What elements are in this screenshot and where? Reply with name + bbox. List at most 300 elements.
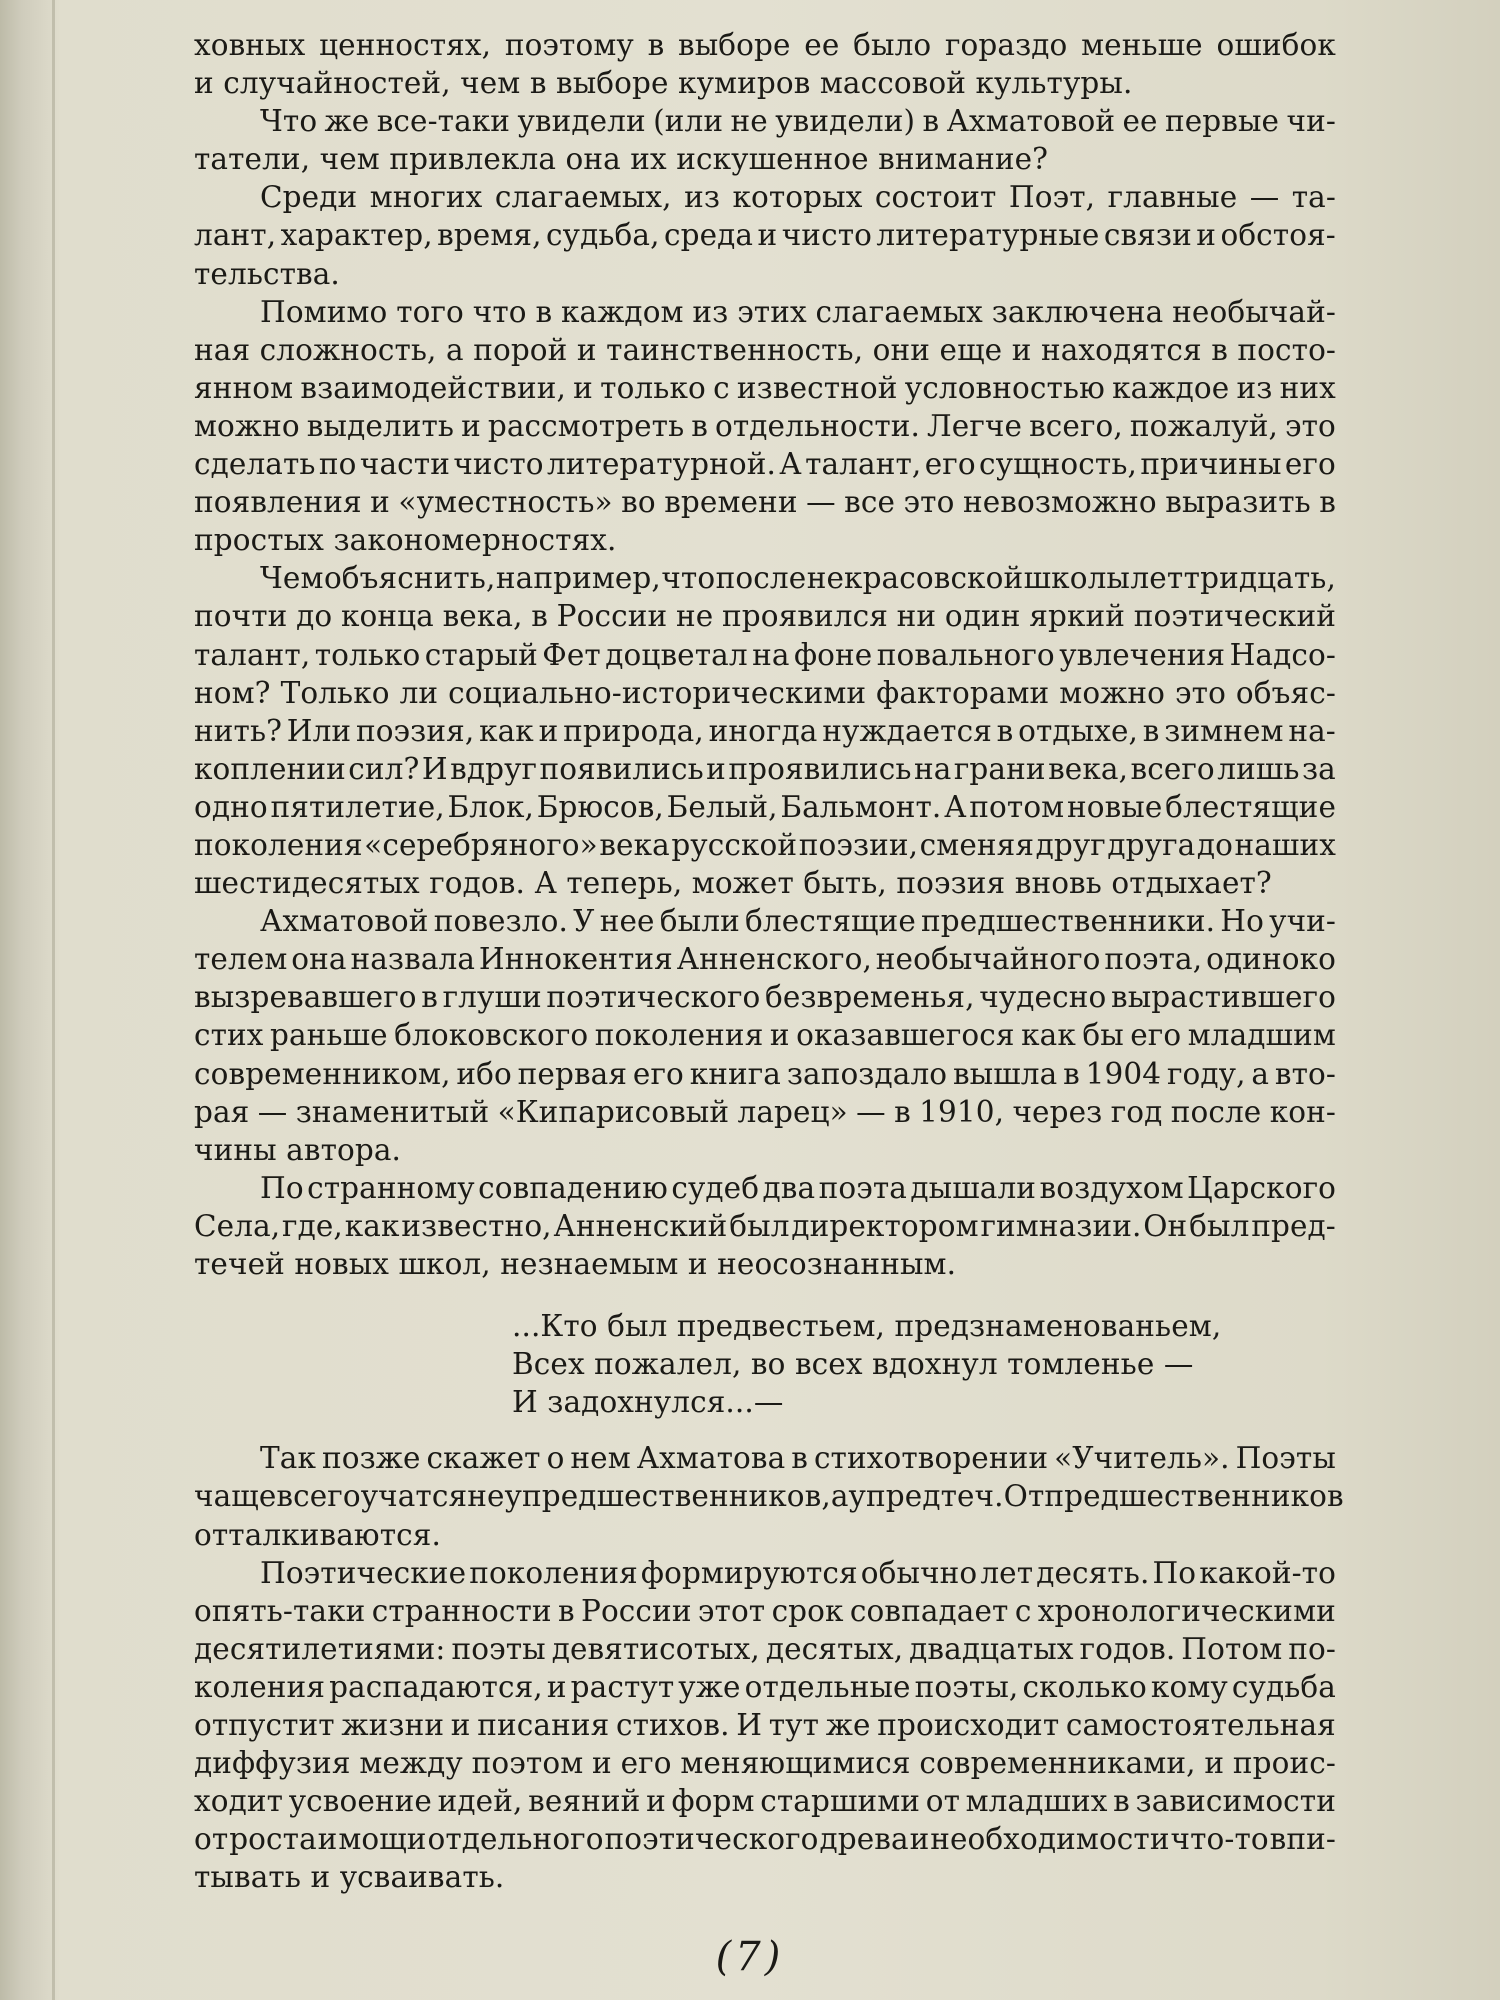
text-line [194,978,1336,1016]
text-line [194,1782,1336,1820]
word: чисто [781,218,872,253]
text-line: течей новых школ, незнаемым и неосознанным. [194,1247,957,1281]
word: раньше [270,1018,388,1053]
word: позже [321,1441,421,1476]
paragraph-4 [194,293,1336,560]
word: предтеч. [866,1479,1004,1514]
word: наших [1234,827,1336,862]
word: ховных [194,28,306,62]
word: это [903,485,955,520]
text-line [194,407,1336,445]
word: и [592,1746,612,1781]
word: совпадению [478,1170,668,1205]
text-line [194,1169,1336,1207]
text-line [194,445,1336,483]
text-line [194,1820,1336,1858]
word: поэты, [914,1669,1019,1704]
word: Или [286,713,352,748]
word: выделить [306,408,455,443]
text-line [194,26,1336,64]
word: условностью [904,370,1105,405]
text-line [194,1477,1344,1515]
word: сущность, [979,447,1137,482]
word: все [844,485,896,520]
word: только [314,637,421,672]
word: (или [653,104,724,139]
paragraph-9 [194,1554,1336,1897]
word: между [359,1746,463,1781]
word: Только [280,675,390,710]
text-line [194,331,1336,369]
word: лишь [1217,751,1300,786]
word: какой-то [1199,1555,1336,1590]
word: зависимости [1135,1784,1336,1819]
word: сил? [348,751,420,786]
word: Поэты [1235,1441,1336,1476]
word: «серебряного» [364,827,598,862]
word: этот [697,1593,766,1628]
word: его [620,1746,672,1781]
word: увидели [517,104,646,139]
word: годов. [1079,1631,1176,1666]
word: нее [599,904,655,939]
word: известно, [401,1208,552,1243]
word: назвала [350,942,476,977]
word: выразить [1165,485,1311,520]
word: среда [663,218,754,253]
word: тут [768,1708,820,1743]
word: необычай- [1172,294,1336,329]
word: все-таки [376,104,511,139]
word: появились [539,751,704,786]
word: с [1014,1593,1032,1628]
word: Белый, [666,789,778,824]
word: год [1110,1094,1163,1129]
word: гимназии. [980,1208,1142,1243]
word: девятисотых, [551,1631,760,1666]
word: поэтом [471,1746,584,1781]
word: запоздало [786,1056,948,1091]
word: и [538,713,559,748]
word: не [730,104,768,139]
word: в [647,28,665,62]
word: ее [1122,104,1158,139]
word: сложность, [259,332,437,367]
text-line [194,1554,1336,1592]
word: и [1196,218,1217,253]
word: Блок, [447,789,534,824]
word: Что [260,104,318,139]
word: скажет [426,1441,541,1476]
word: Он [1143,1208,1188,1243]
word: Легче [927,408,1023,443]
word: о [546,1441,565,1476]
word: учи- [1269,904,1336,939]
text-line [194,597,1336,635]
word: нуждается [822,713,992,748]
word: книга [689,1056,781,1091]
page-number: (7) [715,1934,785,1980]
word: чудесно [979,980,1107,1015]
word: в [1319,485,1336,520]
word: рассмотреть [487,408,685,443]
text-line [194,369,1336,407]
word: новые [1066,789,1163,824]
word: поэтического [604,1822,819,1857]
word: Анненский [553,1208,728,1243]
word: коплении [194,751,346,786]
word: поэзии, [798,827,919,862]
word: самостоятельная [1065,1708,1336,1743]
word: нем [570,1441,631,1476]
word: конца [340,599,434,634]
word: гораздо [944,28,1068,62]
word: не [467,1479,505,1514]
word: и [769,1018,790,1053]
spine-shadow [52,0,55,2000]
word: — [806,485,836,520]
text-line: татели, чем привлекла она их искушенное внимание? [194,142,1049,177]
word: поэтому [504,28,634,62]
word: чаще [194,1479,277,1514]
word: бы [1082,1018,1124,1053]
word: первая [517,1056,628,1091]
text-line: тельства. [194,256,340,291]
word: ее [804,28,840,62]
word: сделать [194,447,316,482]
word: глуши [442,980,542,1015]
paragraph-2 [194,102,1336,178]
word: стихотворении [813,1441,1049,1476]
word: слагаемых, [494,180,672,215]
word: времени [664,485,798,520]
word: распадаются, [329,1669,543,1704]
word: века, [442,599,523,634]
word: диффузия [194,1746,351,1781]
word: Поэт, [1008,180,1096,215]
text-line [194,750,1336,788]
word: янном [194,370,294,405]
word: его [632,1056,684,1091]
word: части [359,447,450,482]
word: По [1152,1555,1197,1590]
text-line [194,1207,1336,1245]
word: и [1011,332,1032,367]
word: и [370,485,390,520]
word: что [472,294,527,329]
word: десятилетиями: [194,1631,446,1666]
word: телем [194,942,288,977]
word: характер, [280,218,433,253]
word: поэта [818,1170,907,1205]
word: пред- [1251,1208,1336,1243]
word: срок [771,1593,844,1628]
word: формируются [640,1555,858,1590]
word: блестящие [1165,789,1336,824]
word: десятых, [765,1631,904,1666]
word: — [257,1094,288,1129]
word: и [706,751,726,786]
word: оказавшегося [796,1018,1015,1053]
word: зимнем [1164,713,1284,748]
text-line [194,293,1336,331]
word: вто- [1274,1056,1336,1091]
word: блоковского [394,1018,589,1053]
word: объяснить, [323,561,496,596]
word: От [1003,1479,1045,1514]
word: Иннокентия [478,942,673,977]
word: с [713,370,730,405]
word: того [396,294,464,329]
word: только [600,370,706,405]
word: старый [424,637,538,672]
verse-line: И задохнулся...— [512,1385,784,1420]
word: по- [1288,1631,1336,1666]
word: 1910, [919,1094,1005,1129]
paragraph-7 [194,1169,1336,1283]
text-line [194,216,1336,254]
text-line [194,102,1336,140]
word: в [1211,332,1228,367]
word: природа, [563,713,704,748]
word: и [546,1669,567,1704]
word: в [421,980,438,1015]
word: Но [1220,904,1264,939]
word: до [296,599,333,634]
word: ибо [456,1056,512,1091]
word: растут [570,1669,675,1704]
word: веяний [528,1784,641,1819]
word: дышали [910,1170,1037,1205]
word: после [1170,1094,1262,1129]
word: ни [896,599,937,634]
text-line [194,483,1336,521]
text-line [194,1630,1336,1668]
word: уже [678,1669,741,1704]
word: посто- [1237,332,1336,367]
word: жизни [341,1708,445,1743]
word: и [450,1708,471,1743]
word: кон- [1269,1094,1336,1129]
word: Царского [1187,1170,1336,1205]
word: пожалуй, [1129,408,1278,443]
word: что-то [1170,1822,1269,1857]
word: лет [1130,561,1184,596]
word: году, [1166,1056,1246,1091]
word: чисто [453,447,544,482]
word: взаимодействии, [300,370,566,405]
word: объяс- [1235,675,1336,710]
word: фоне [793,637,873,672]
word: и [573,370,593,405]
word: всего, [1029,408,1123,443]
word: в [791,1441,808,1476]
word: — [1249,180,1280,215]
word: блестящие [745,904,916,939]
paragraph-6 [194,902,1336,1169]
word: поколения [594,1018,764,1053]
word: И [421,751,448,786]
word: связи [1103,218,1192,253]
word: десять. [1036,1555,1150,1590]
text-line [194,1439,1336,1477]
text-line [194,712,1336,750]
word: почти [194,599,288,634]
word: время, [437,218,542,253]
word: друга [1107,827,1196,862]
word: в [535,294,553,329]
paragraph-5 [194,559,1336,902]
word: одно [194,789,268,824]
word: современником, [194,1056,451,1091]
word: А [944,789,967,824]
word: отпустит [194,1708,335,1743]
word: в [894,1094,911,1129]
text-line: тывать и усваивать. [194,1860,505,1895]
word: необычайного [875,942,1101,977]
word: и [576,332,597,367]
word: был [1189,1208,1250,1243]
word: некрасовской [806,561,1024,596]
word: было [853,28,932,62]
word: заключена [991,294,1164,329]
word: на- [1288,713,1336,748]
word: меняющимися [680,1746,911,1781]
word: от [925,1784,960,1819]
word: вышла [952,1056,1058,1091]
word: форм [671,1784,755,1819]
word: социально-историческими [448,675,867,710]
word: а [1251,1056,1270,1091]
word: Так [260,1441,317,1476]
word: меньше [1081,28,1203,62]
word: писания [477,1708,610,1743]
text-line [194,178,1336,216]
word: По [260,1170,304,1205]
word: порой [473,332,568,367]
word: опять-таки [194,1593,366,1628]
word: состоит [874,180,997,215]
word: И [736,1708,763,1743]
word: которых [732,180,863,215]
word: них [1279,370,1336,405]
word: не [675,599,714,634]
word: в [1113,1784,1130,1819]
word: у [848,1479,867,1514]
word: его [1130,1018,1182,1053]
word: У [573,904,595,939]
text-line [194,559,1336,597]
word: а [446,332,464,367]
word: совпадает [849,1593,1009,1628]
word: предшественников [1044,1479,1344,1514]
word: поэзия, [355,713,475,748]
word: древа [819,1822,909,1857]
word: поколения [469,1555,638,1590]
word: пятилетие, [270,789,445,824]
text-line [194,1093,1336,1131]
word: лант, [194,218,277,253]
word: «уместность» [398,485,613,520]
word: был [729,1208,790,1243]
word: выборе [678,28,791,62]
word: всего [1130,751,1215,786]
word: предшественников, [522,1479,831,1514]
word: хронологическими [1037,1593,1336,1628]
text-line [194,1055,1336,1093]
word: идей, [437,1784,523,1819]
word: факторами [876,675,1050,710]
word: Помимо [260,294,388,329]
word: чи- [1286,104,1336,139]
word: Поэтические [260,1555,467,1590]
word: а [830,1479,849,1514]
word: первые [1164,104,1280,139]
word: нить? [194,713,283,748]
word: через [1012,1094,1103,1129]
word: в [691,408,708,443]
page-body-text [194,26,1344,1897]
word: повезло. [433,904,568,939]
word: современниками, [919,1746,1196,1781]
word: Ахматова [636,1441,786,1476]
word: судеб [671,1170,760,1205]
word: впи- [1269,1822,1336,1857]
word: литературной. [546,447,776,482]
word: доцветал [605,637,748,672]
word: Бальмонт. [780,789,942,824]
word: Ахматовой [260,904,429,939]
word: школы [1023,561,1130,596]
word: — [856,1094,886,1129]
word: невозможно [962,485,1157,520]
word: литературные [876,218,1100,253]
word: Потом [1181,1631,1283,1666]
word: в [531,599,548,634]
word: судьба [1231,1669,1336,1704]
word: проявился [721,599,888,634]
word: А [779,447,802,482]
word: грани [953,751,1046,786]
word: каждое [1112,370,1230,405]
text-line [194,1744,1336,1782]
verse-line: ...Кто был предвестьем, предзнаменованьем, [512,1309,1222,1344]
word: поэтического [546,980,761,1015]
word: века [599,827,670,862]
word: вырастившего [1110,980,1336,1015]
text-line [194,940,1336,978]
word: коления [194,1669,326,1704]
word: вызревавшего [194,980,417,1015]
word: два [762,1170,816,1205]
word: ларец» [737,1094,848,1129]
word: Чем [260,561,324,596]
word: ли [399,675,439,710]
word: вдруг [450,751,538,786]
word: странности [371,1593,552,1628]
word: и [317,1822,338,1857]
word: воздухом [1039,1170,1184,1205]
verse-line: Всех пожалел, во всех вдохнул томленье — [512,1347,1194,1382]
word: 1904 [1085,1056,1162,1091]
word: в [922,104,940,139]
word: повального [876,637,1055,672]
word: его [924,447,976,482]
word: во [621,485,656,520]
word: многих [369,180,483,215]
word: сколько [1022,1669,1147,1704]
word: России [556,599,668,634]
